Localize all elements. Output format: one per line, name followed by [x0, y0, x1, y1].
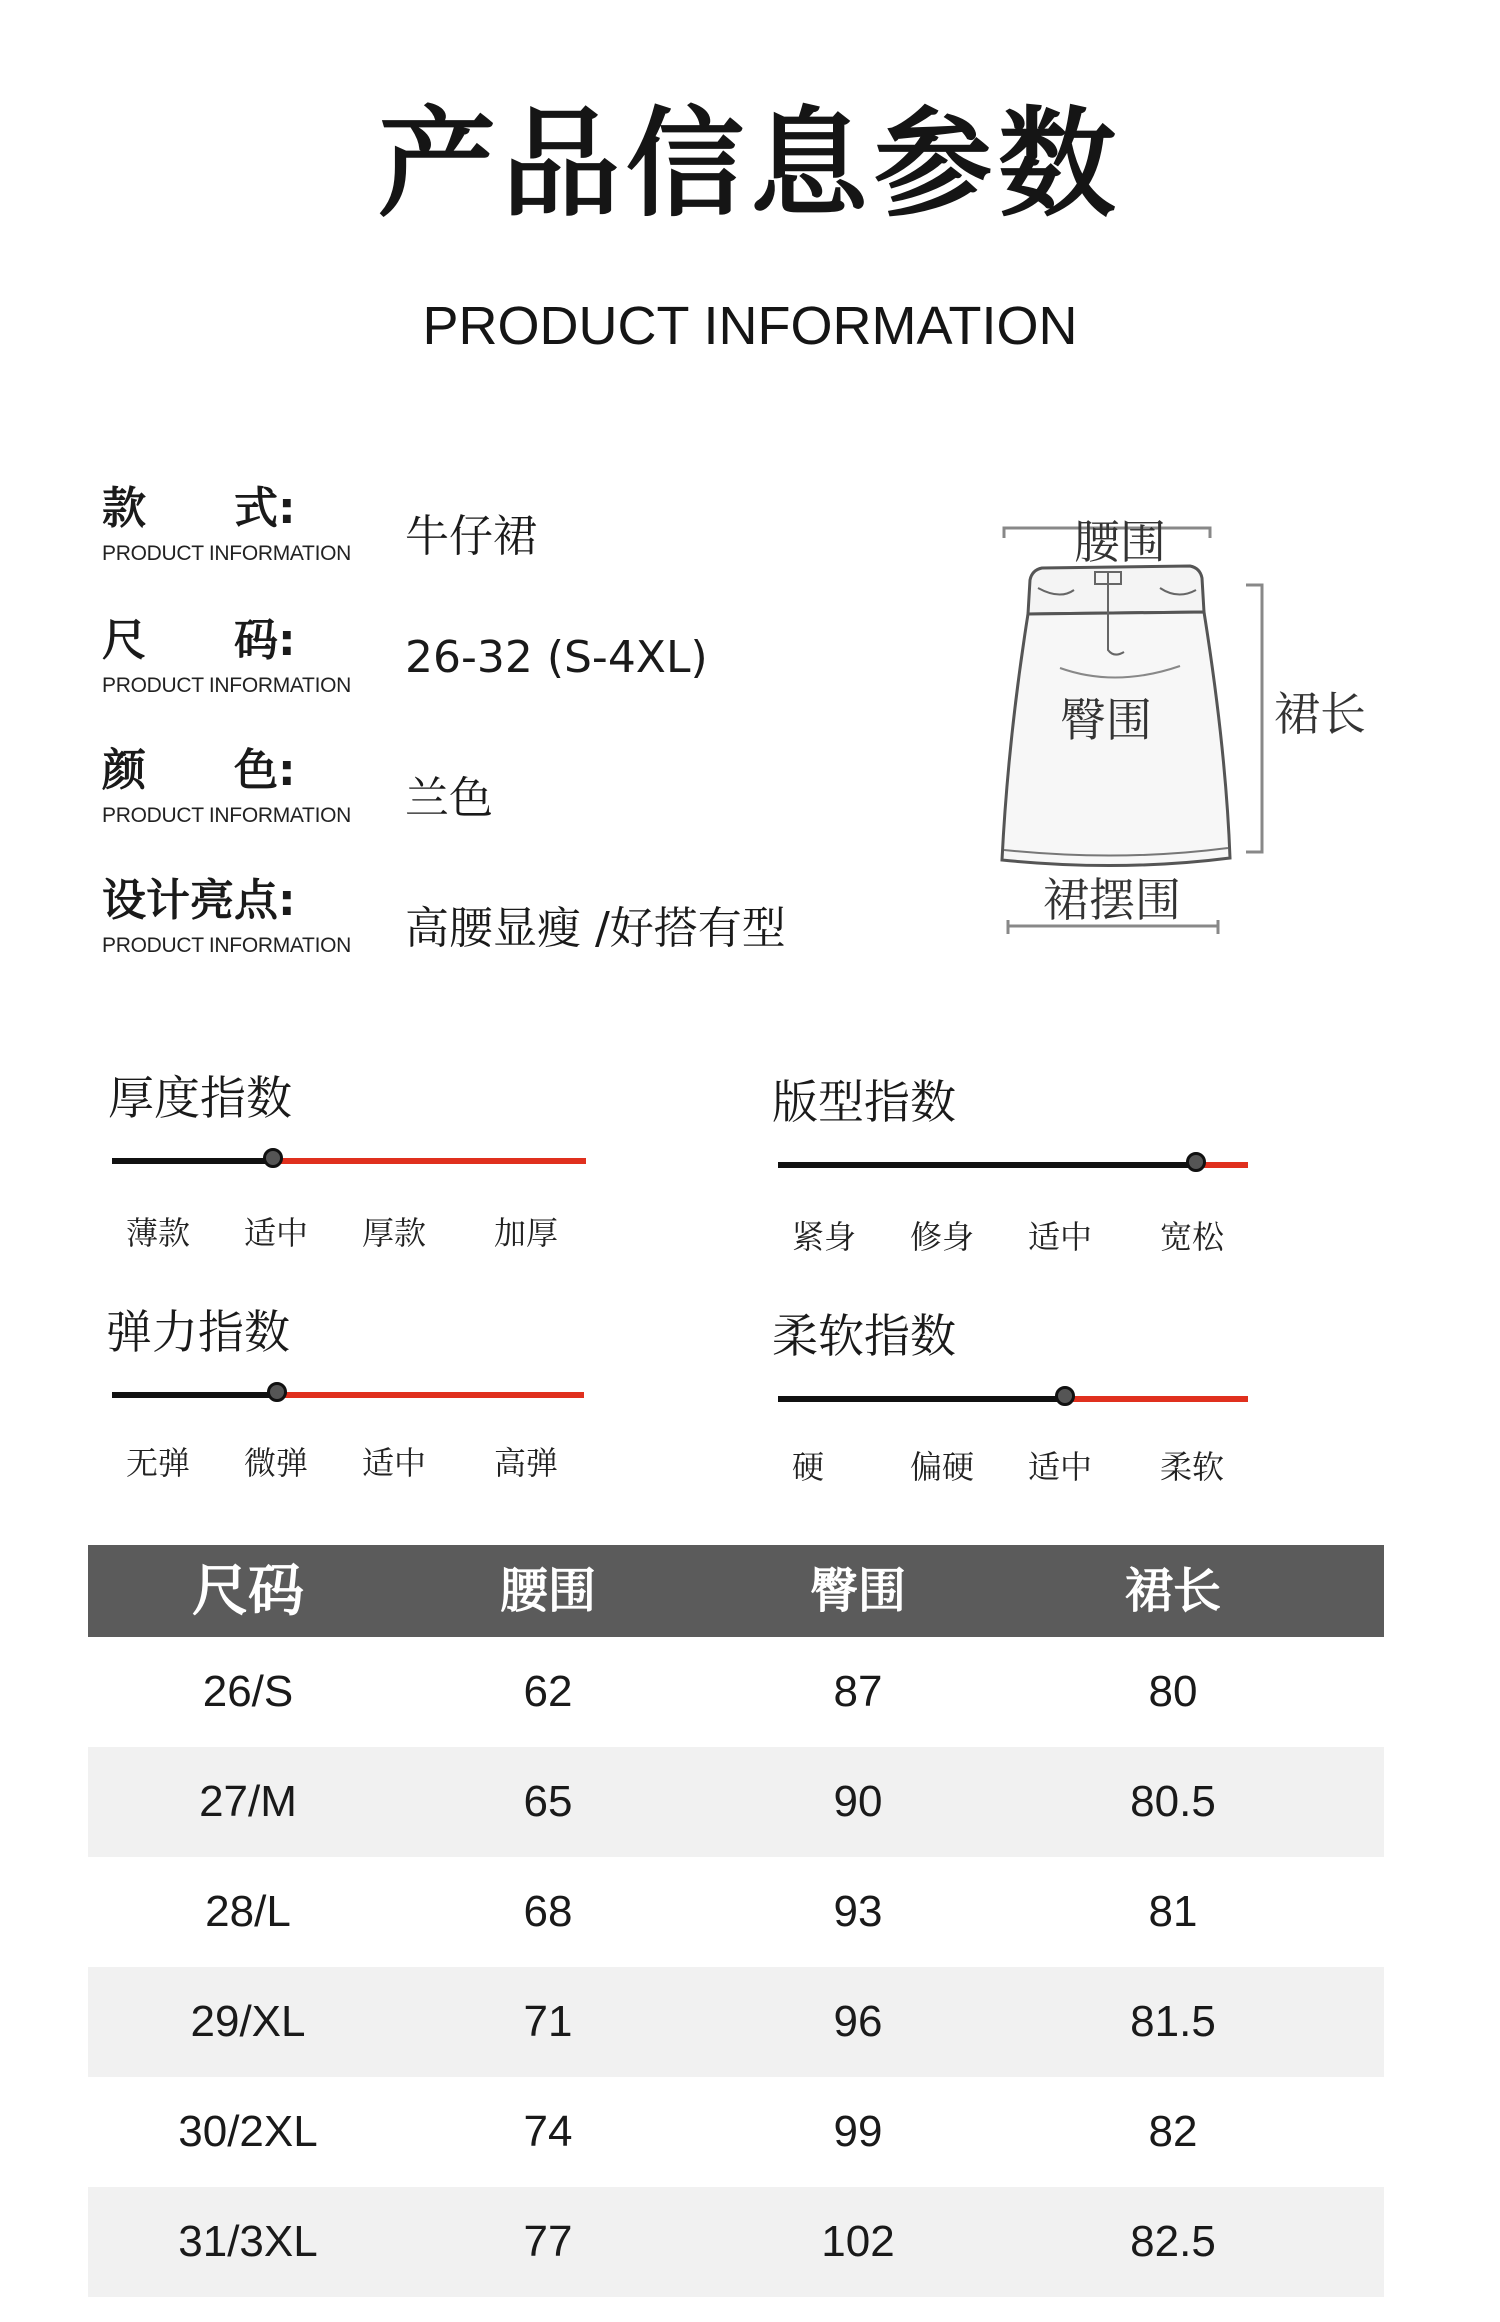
table-row — [88, 2077, 1384, 2187]
style-label: 款 式: — [102, 483, 296, 534]
softness-tick-2: 偏硬 — [910, 1448, 975, 1486]
cell-size: 29/XL — [190, 1997, 306, 2046]
table-row — [88, 2187, 1384, 2297]
softness-index-rest — [1065, 1396, 1248, 1402]
size-table — [88, 1545, 1384, 2297]
style-sub: PRODUCT INFORMATION — [102, 542, 352, 565]
fit-index-knob — [1186, 1152, 1206, 1172]
cell-waist: 74 — [523, 2107, 573, 2156]
hem-label: 裙摆围 — [1043, 873, 1181, 927]
cell-waist: 65 — [523, 1777, 573, 1826]
cell-size: 27/M — [199, 1777, 297, 1826]
header-waist: 腰围 — [499, 1563, 596, 1619]
color-label: 颜 色: — [102, 745, 296, 796]
table-row — [88, 1747, 1384, 1857]
thickness-index-knob — [263, 1148, 283, 1168]
elasticity-index-fill — [112, 1392, 277, 1398]
cell-length: 81.5 — [1130, 1997, 1216, 2046]
elasticity-tick-2: 微弹 — [244, 1444, 309, 1482]
cell-length: 82.5 — [1130, 2217, 1216, 2266]
color-value: 兰色 — [405, 773, 493, 824]
thickness-index-fill — [112, 1158, 273, 1164]
cell-waist: 77 — [523, 2217, 573, 2266]
cell-hip: 99 — [833, 2107, 883, 2156]
softness-index-title: 柔软指数 — [772, 1309, 956, 1363]
fit-index-title: 版型指数 — [772, 1075, 956, 1129]
page-subtitle: PRODUCT INFORMATION — [422, 296, 1078, 356]
header-length: 裙长 — [1124, 1563, 1221, 1619]
header-size: 尺码 — [192, 1558, 304, 1624]
skirt-diagram — [990, 500, 1366, 960]
softness-tick-4: 柔软 — [1160, 1448, 1225, 1486]
elasticity-index-knob — [267, 1382, 287, 1402]
cell-size: 31/3XL — [178, 2217, 318, 2266]
table-header — [88, 1545, 1384, 1637]
cell-waist: 62 — [523, 1667, 573, 1716]
thickness-tick-3: 厚款 — [362, 1214, 427, 1252]
size-label: 尺 码: — [102, 615, 296, 666]
table-row — [88, 1637, 1384, 1747]
cell-hip: 90 — [833, 1777, 883, 1826]
header-hip: 臀围 — [809, 1563, 906, 1619]
cell-length: 82 — [1148, 2107, 1198, 2156]
table-row — [88, 1967, 1384, 2077]
fit-tick-2: 修身 — [910, 1218, 975, 1256]
elasticity-tick-1: 无弹 — [126, 1444, 191, 1482]
color-sub: PRODUCT INFORMATION — [102, 804, 352, 827]
elasticity-index-title: 弹力指数 — [106, 1305, 290, 1359]
cell-hip: 87 — [833, 1667, 883, 1716]
fit-index-fill — [778, 1162, 1196, 1168]
elasticity-tick-3: 适中 — [362, 1444, 427, 1482]
cell-length: 81 — [1148, 1887, 1198, 1936]
fit-tick-4: 宽松 — [1160, 1218, 1225, 1256]
table-row — [88, 1857, 1384, 1967]
cell-hip: 93 — [833, 1887, 883, 1936]
size-value: 26-32 (S-4XL) — [405, 632, 708, 683]
softness-index-knob — [1055, 1386, 1075, 1406]
hip-label: 臀围 — [1060, 693, 1152, 747]
softness-index-track — [778, 1396, 1248, 1402]
cell-hip: 102 — [821, 2217, 895, 2266]
fit-index-track — [778, 1162, 1248, 1168]
softness-tick-3: 适中 — [1028, 1448, 1093, 1486]
cell-hip: 96 — [833, 1997, 883, 2046]
page-title: 产品信息参数 — [377, 95, 1122, 233]
softness-tick-1: 硬 — [792, 1448, 825, 1486]
cell-waist: 68 — [523, 1887, 573, 1936]
size-sub: PRODUCT INFORMATION — [102, 674, 352, 697]
style-value: 牛仔裙 — [405, 511, 537, 562]
cell-waist: 71 — [523, 1997, 573, 2046]
design-label: 设计亮点: — [102, 875, 296, 926]
fit-tick-3: 适中 — [1028, 1218, 1093, 1256]
cell-length: 80.5 — [1130, 1777, 1216, 1826]
thickness-tick-2: 适中 — [244, 1214, 309, 1252]
waist-label: 腰围 — [1074, 515, 1166, 569]
length-bracket — [1246, 585, 1262, 852]
cell-size: 28/L — [205, 1887, 291, 1936]
thickness-index-title: 厚度指数 — [108, 1071, 292, 1125]
cell-size: 30/2XL — [178, 2107, 318, 2156]
elasticity-tick-4: 高弹 — [494, 1444, 559, 1482]
thickness-index-track — [112, 1158, 586, 1164]
cell-size: 26/S — [202, 1667, 294, 1716]
design-value: 高腰显瘦 /好搭有型 — [405, 903, 786, 954]
cell-length: 80 — [1148, 1667, 1198, 1716]
thickness-tick-1: 薄款 — [126, 1214, 191, 1252]
fit-tick-1: 紧身 — [792, 1218, 857, 1256]
softness-index-fill — [778, 1396, 1065, 1402]
design-sub: PRODUCT INFORMATION — [102, 934, 352, 957]
elasticity-index-track — [112, 1392, 584, 1398]
thickness-tick-4: 加厚 — [494, 1214, 559, 1252]
length-label: 裙长 — [1274, 687, 1366, 741]
elasticity-index-rest — [277, 1392, 584, 1398]
thickness-index-rest — [273, 1158, 586, 1164]
